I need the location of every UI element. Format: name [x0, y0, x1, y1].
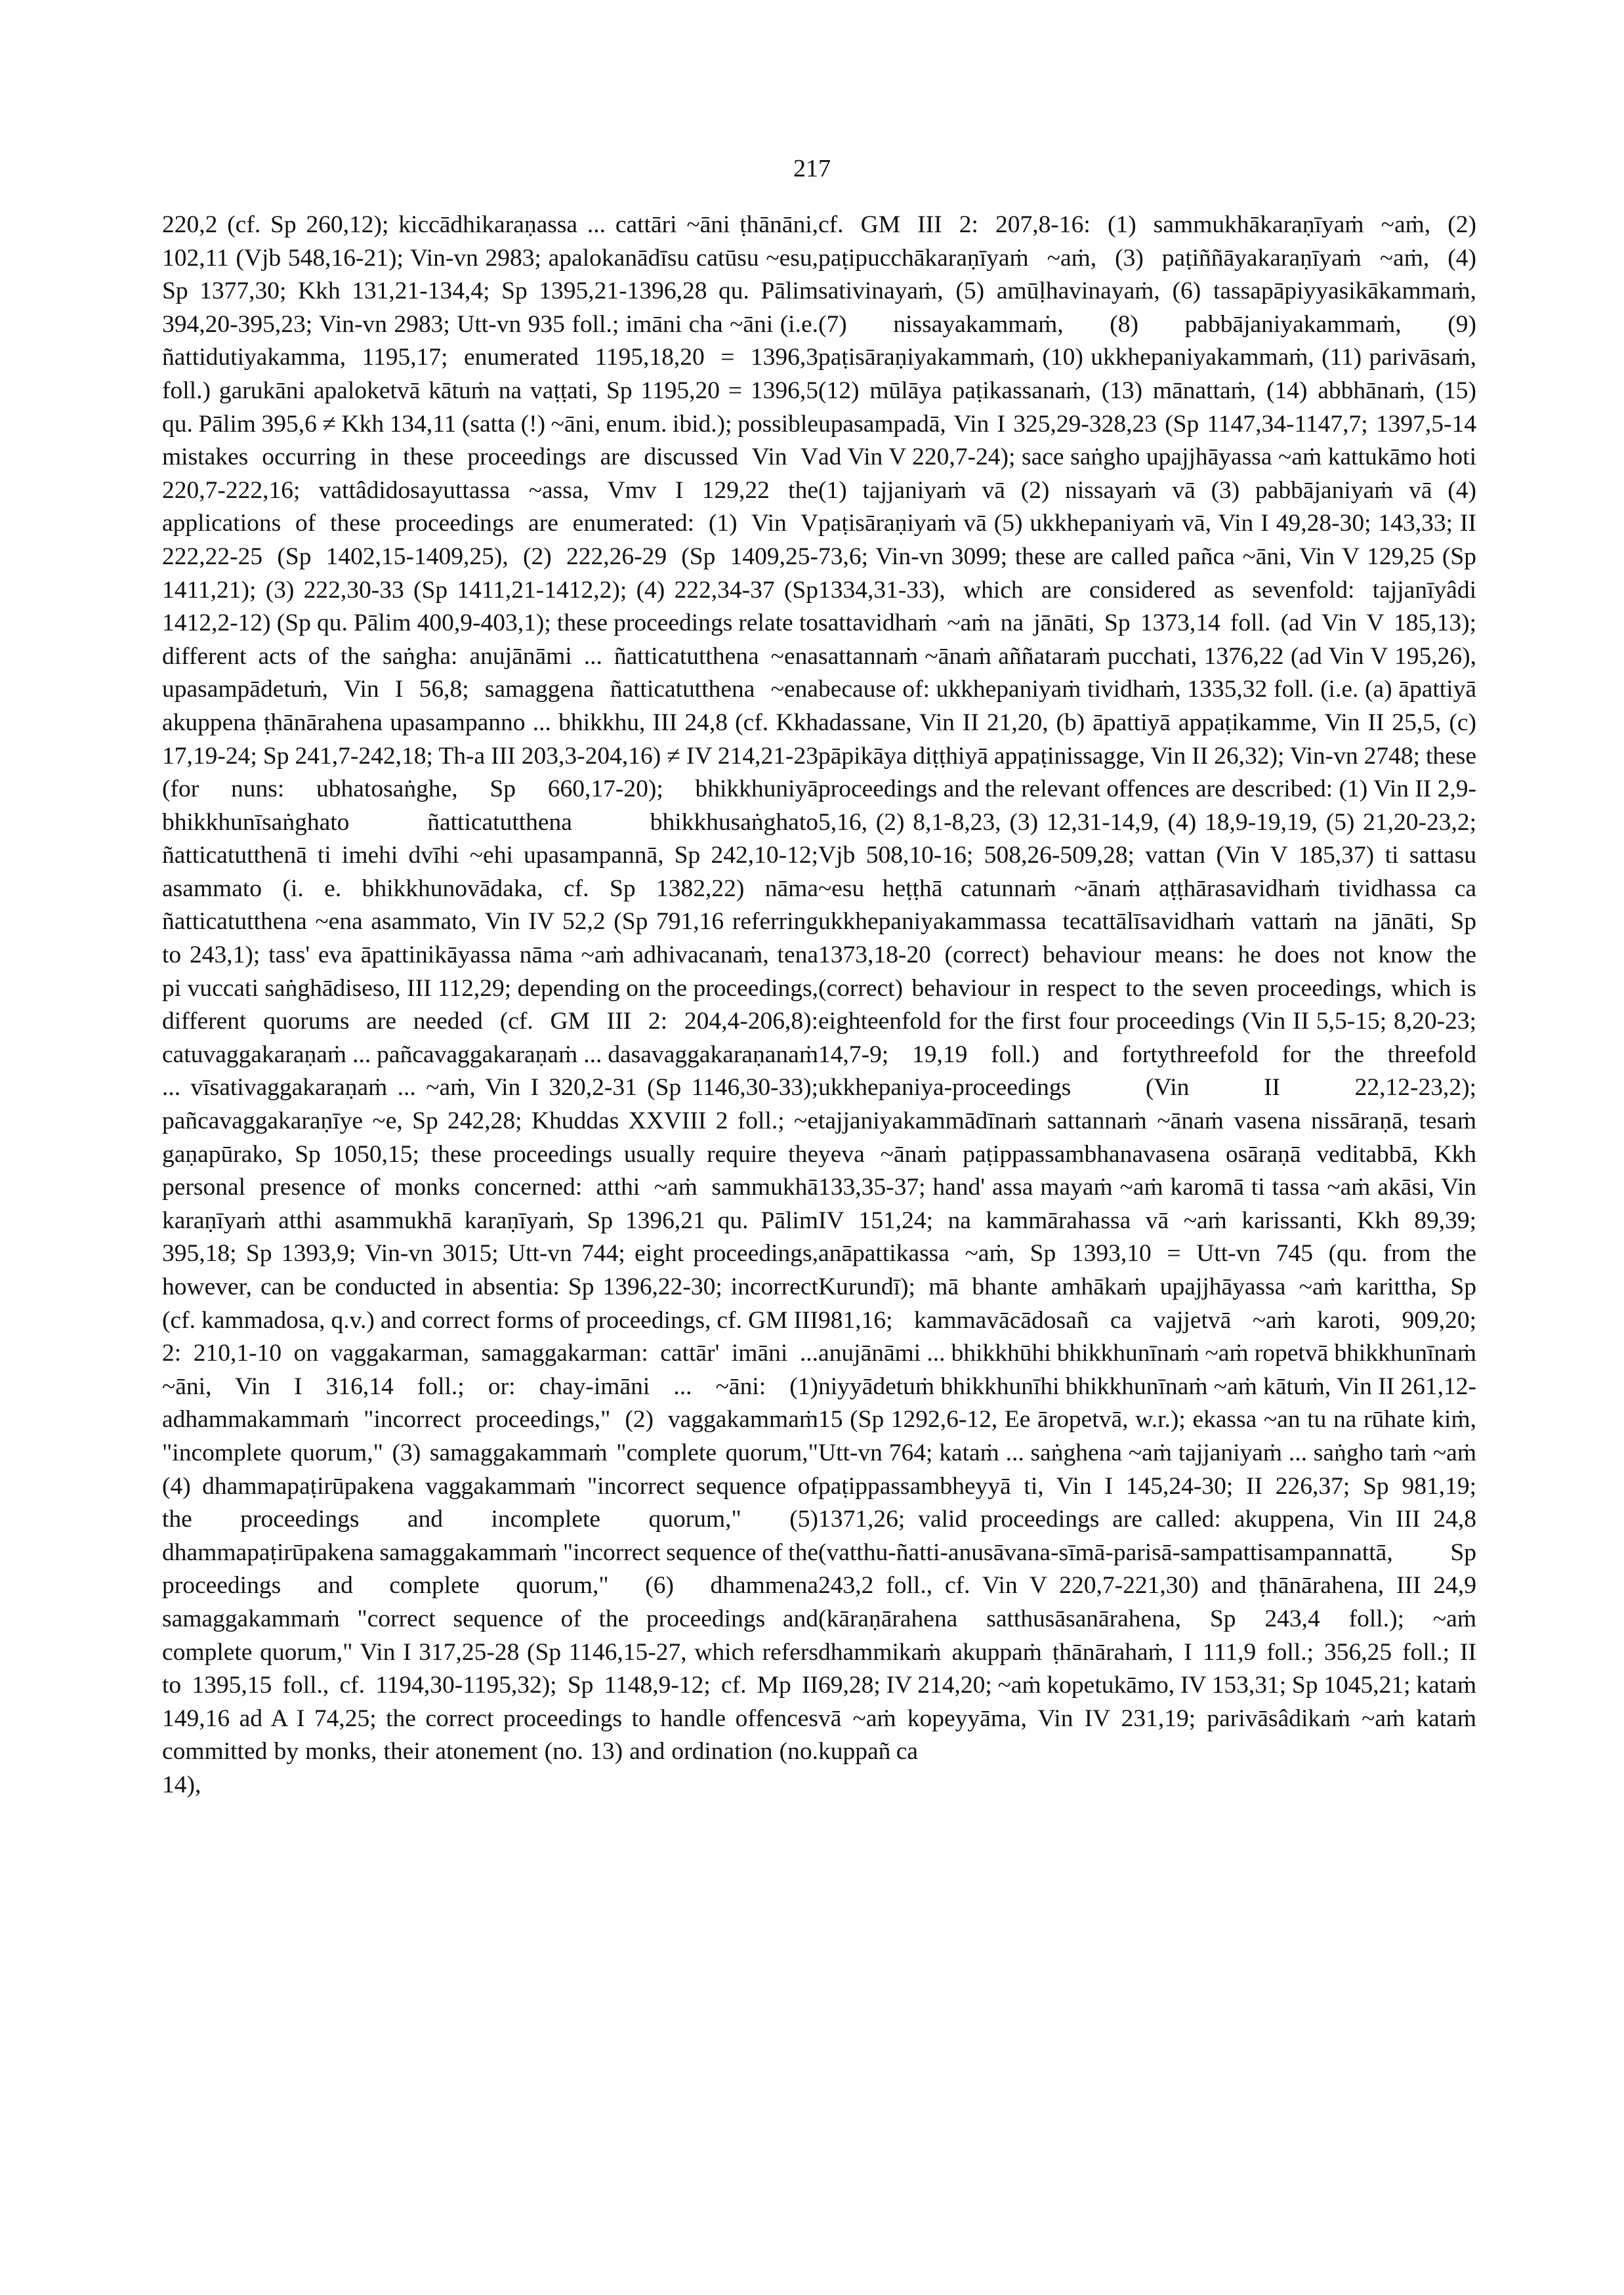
page-number: 217	[793, 155, 831, 182]
left-column-text: 220,2 (cf. Sp 260,12); kiccādhikaraṇassa ... cattāri ~āni ṭhānāni, 102,11 (Vjb 548,16-21); Vin-vn 2983; apalokanādīsu catūsu ~esu, Sp 1377,30; Kkh 131,21-134,4; Sp 1395,21-1396,28 qu. Pālim 394,20-395,23; Vin-vn 2983; Utt-vn 935 foll.; imāni cha ~āni (i.e. ñattidutiyakamma, 1195,17; enumerated 1195,18,20 = 1396,3 foll.) garukāni apaloketvā kātuṁ na vaṭṭati, Sp 1195,20 = 1396,5 qu. Pālim 395,6 ≠ Kkh 134,11 (satta (!) ~āni, enum. ibid.); possible mistakes occurring in these proceedings are discussed Vin V 220,7-222,16; vattâdidosayuttassa ~assa, Vmv I 129,22 the applications of these proceedings are enumerated: (1) Vin V 222,22-25 (Sp 1402,15-1409,25), (2) 222,26-29 (Sp 1409,25-1411,21); (3) 222,30-33 (Sp 1411,21-1412,2); (4) 222,34-37 (Sp 1412,2-12) (Sp qu. Pālim 400,9-403,1); these proceedings relate to different acts of the saṅgha: anujānāmi ... ñatticatutthena ~ena upasampādetuṁ, Vin I 56,8; samaggena ñatticatutthena ~ena akuppena ṭhānārahena upasampanno ... bhikkhu, III 24,8 (cf. Kkh 17,19-24; Sp 241,7-242,18; Th-a III 203,3-204,16) ≠ IV 214,21-23 (for nuns: ubhatosaṅghe, Sp 660,17-20); bhikkhuniyā bhikkhunīsaṅghato ñatticatutthena bhikkhusaṅghato ñatticatutthenā ti imehi dvīhi ~ehi upasampannā, Sp 242,10-12; asammato (i. e. bhikkhunovādaka, cf. Sp 1382,22) nāma ñatticatutthena ~ena asammato, Vin IV 52,2 (Sp 791,16 referring to 243,1); tass' eva āpattinikāyassa nāma ~aṁ adhivacanaṁ, tena pi vuccati saṅghādiseso, III 112,29; depending on the proceedings, different quorums are needed (cf. GM III 2: 204,4-206,8): catuvaggakaraṇaṁ ... pañcavaggakaraṇaṁ ... dasavaggakaraṇanaṁ ... vīsativaggakaraṇaṁ ... ~aṁ, Vin I 320,2-31 (Sp 1146,30-33); pañcavaggakaraṇīye ~e, Sp 242,28; Khuddas XXVIII 2 foll.; ~e gaṇapūrako, Sp 1050,15; these proceedings usually require the personal presence of monks concerned: atthi ~aṁ sammukhā karaṇīyaṁ atthi asammukhā karaṇīyaṁ, Sp 1396,21 qu. Pālim 395,18; Sp 1393,9; Vin-vn 3015; Utt-vn 744; eight proceedings, however, can be conducted in absentia: Sp 1396,22-30; incorrect (cf. kammadosa, q.v.) and correct forms of proceedings, cf. GM III 2: 210,1-10 on vaggakarman, samaggakarman: cattār' imāni ... ~āni, Vin I 316,14 foll.; or: chay-imāni ... ~āni: (1) adhammakammaṁ "incorrect proceedings," (2) vaggakammaṁ "incomplete quorum," (3) samaggakammaṁ "complete quorum," (4) dhammapaṭirūpakena vaggakammaṁ "incorrect sequence of the proceedings and incomplete quorum," (5) dhammapaṭirūpakena samaggakammaṁ "incorrect sequence of the proceedings and complete quorum," (6) dhammena samaggakammaṁ "correct sequence of the proceedings and complete quorum," Vin I 317,25-28 (Sp 1146,15-27, which refers to 1395,15 foll., cf. 1194,30-1195,32); Sp 1148,9-12; cf. Mp II 149,16 ad A I 74,25; the correct proceedings to handle offences committed by monks, their atonement (no. 13) and ordination (no. 14),	[162, 211, 818, 1798]
right-column	[818, 209, 1476, 1769]
left-column	[162, 209, 818, 1802]
right-column-text: cf. GM III 2: 207,8-16: (1) sammukhākaraṇīyaṁ ~aṁ, (2) paṭipucchākaraṇīyaṁ ~aṁ, (3) paṭiññāyakaraṇīyaṁ ~aṁ, (4) sativinayaṁ, (5) amūḷhavinayaṁ, (6) tassapāpiyyasikākammaṁ, (7) nissayakammaṁ, (8) pabbājaniyakammaṁ, (9) paṭisāraṇiyakammaṁ, (10) ukkhepaniyakammaṁ, (11) parivāsaṁ, (12) mūlāya paṭikassanaṁ, (13) mānattaṁ, (14) abbhānaṁ, (15) upasampadā, Vin I 325,29-328,23 (Sp 1147,34-1147,7; 1397,5-14 ad Vin V 220,7-24); sace saṅgho upajjhāyassa ~aṁ kattukāmo hoti (1) tajjaniyaṁ vā (2) nissayaṁ vā (3) pabbājaniyaṁ vā (4) paṭisāraṇiyaṁ vā (5) ukkhepaniyaṁ vā, Vin I 49,28-30; 143,33; II 73,6; Vin-vn 3099; these are called pañca ~āni, Vin V 129,25 (Sp 1334,31-33), which are considered as sevenfold: tajjanīyâdi sattavidhaṁ ~aṁ na jānāti, Sp 1373,14 foll. (ad Vin V 185,13); sattannaṁ ~ānaṁ aññataraṁ pucchati, 1376,22 (ad Vin V 195,26), because of: ukkhepaniyaṁ tividhaṁ, 1335,32 foll. (i.e. (a) āpattiyā adassane, Vin II 21,20, (b) āpattiyā appaṭikamme, Vin II 25,5, (c) pāpikāya diṭṭhiyā appaṭinissagge, Vin II 26,32); Vin-vn 2748; these proceedings and the relevant offences are described: (1) Vin II 2,9-5,16, (2) 8,1-8,23, (3) 12,31-14,9, (4) 18,9-19,19, (5) 21,20-23,2; Vjb 508,10-16; 508,26-509,28; vattan (Vin V 185,37) ti sattasu ~esu heṭṭhā catunnaṁ ~ānaṁ aṭṭhārasavidhaṁ tividhassa ca ukkhepaniyakammassa tecattālīsavidhaṁ vattaṁ na jānāti, Sp 1373,18-20 (correct) behaviour means: he does not know the (correct) behaviour in respect to the seven proceedings, which is eighteenfold for the first four proceedings (Vin II 5,5-15; 8,20-23; 14,7-9; 19,19 foll.) and fortythreefold for the threefold ukkhepaniya-proceedings (Vin II 22,12-23,2); tajjaniyakammādīnaṁ sattannaṁ ~ānaṁ vasena nissāraṇā, tesaṁ yeva ~ānaṁ paṭippassambhanavasena osāraṇā veditabbā, Kkh 133,35-37; hand' assa mayaṁ ~aṁ karomā ti tassa ~aṁ akāsi, Vin IV 151,24; na kammārahassa vā ~aṁ karissanti, Kkh 89,39; anāpattikassa ~aṁ, Sp 1393,10 = Utt-vn 745 (qu. from the Kurundī); mā bhante amhākaṁ upajjhāyassa ~aṁ karittha, Sp 981,16; kammavācādosañ ca vajjetvā ~aṁ karoti, 909,20; anujānāmi ... bhikkhūhi bhikkhunīnaṁ ~aṁ ropetvā bhikkhunīnaṁ niyyādetuṁ bhikkhunīhi bhikkhunīnaṁ ~aṁ kātuṁ, Vin II 261,12-15 (Sp 1292,6-12, Ee āropetvā, w.r.); ekassa ~an tu na rūhate kiṁ, Utt-vn 764; kataṁ ... saṅghena ~aṁ tajjaniyaṁ ... saṅgho taṁ ~aṁ paṭippassambheyyā ti, Vin I 145,24-30; II 226,37; Sp 981,19; 1371,26; valid proceedings are called: akuppena, Vin III 24,8 (vatthu-ñatti-anusāvana-sīmā-parisā-sampattisampannattā, Sp 243,2 foll., cf. Vin V 220,7-221,30) and ṭhānārahena, III 24,9 (kāraṇārahena satthusāsanārahena, Sp 243,4 foll.); ~aṁ dhammikaṁ akuppaṁ ṭhānārahaṁ, I 111,9 foll.; 356,25 foll.; II 69,28; IV 214,20; ~aṁ kopetukāmo, IV 153,31; Sp 1045,21; kataṁ vā ~aṁ kopeyyāma, Vin IV 231,19; parivāsâdikaṁ ~aṁ kataṁ kuppañ ca	[818, 211, 1476, 1766]
